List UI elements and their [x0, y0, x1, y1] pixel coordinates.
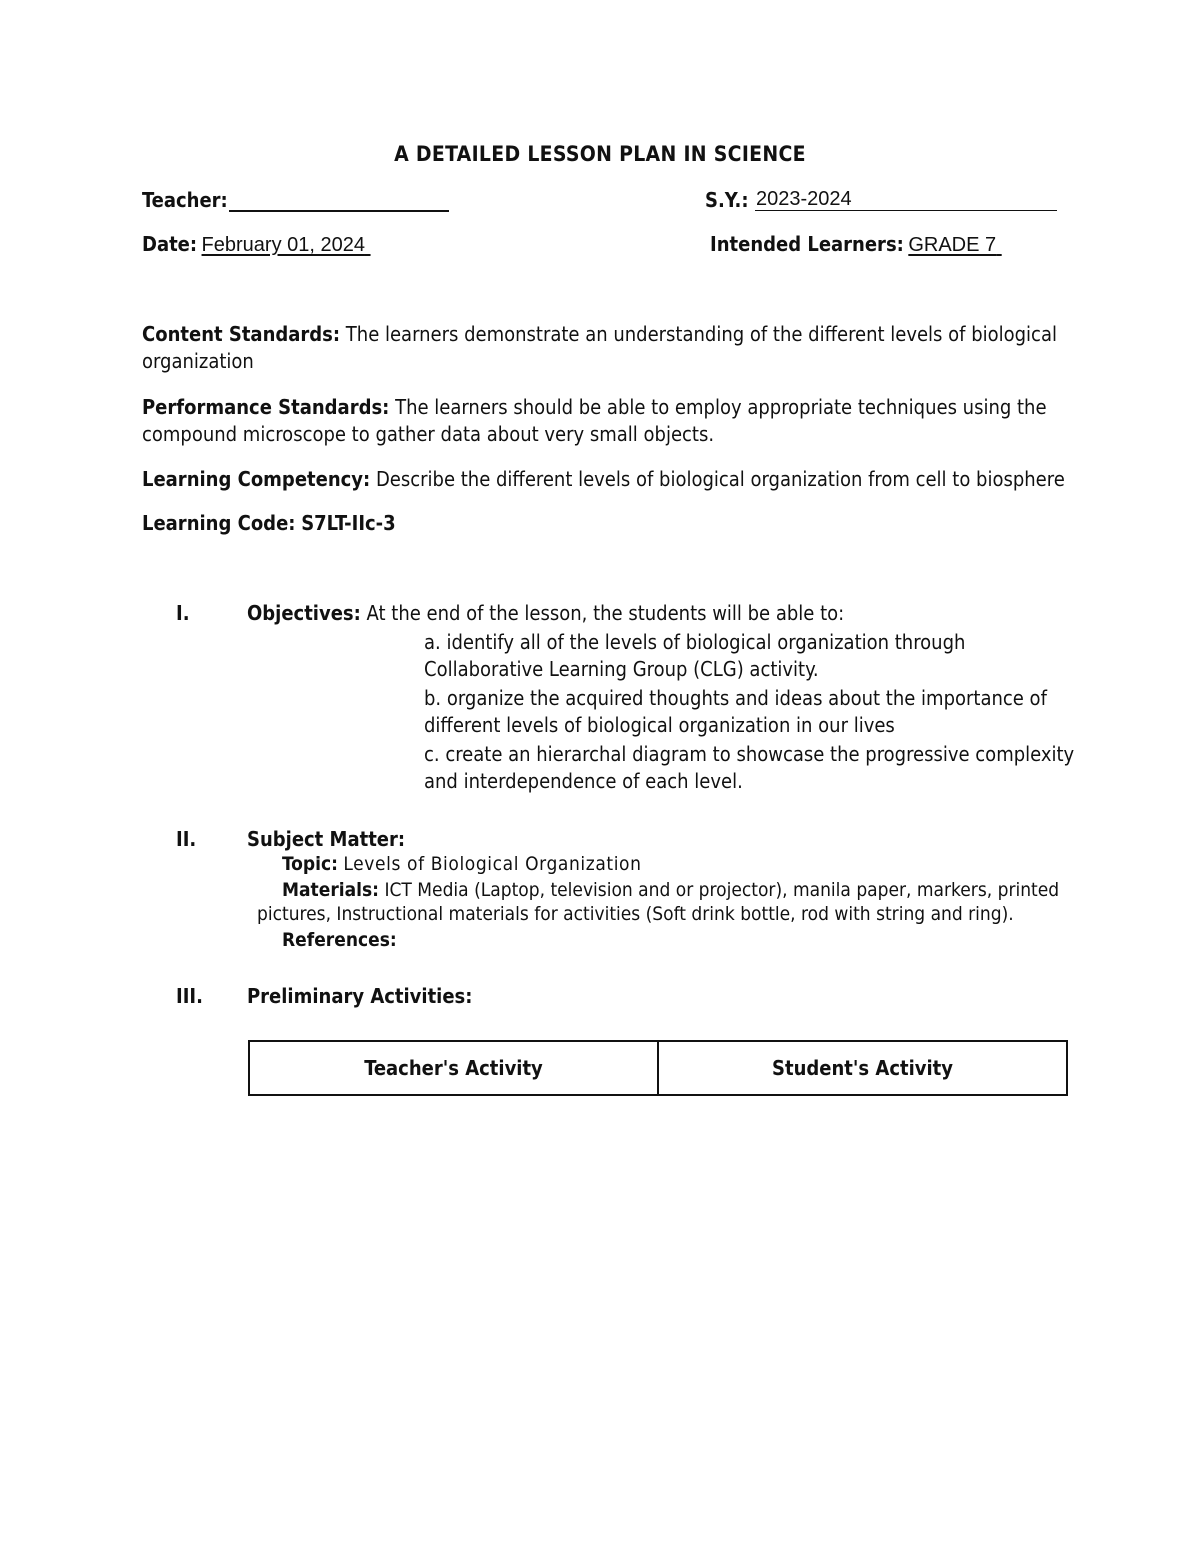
- learners-label: Intended Learners:: [710, 232, 904, 256]
- learners-value: GRADE 7: [908, 234, 997, 256]
- objectives-label: Objectives:: [247, 601, 361, 625]
- preliminary-numeral: III.: [176, 984, 203, 1008]
- subject-matter-numeral: II.: [176, 827, 197, 851]
- activities-table: [248, 1040, 1068, 1096]
- learning-competency-text: Describe the different levels of biological organization from cell to biosphere: [375, 467, 1065, 491]
- materials-text-line2: pictures, Instructional materials for activities (Soft drink bottle, rod with string and ring).: [257, 903, 1014, 925]
- date-row: [142, 232, 371, 257]
- teacher-activity-header: Teacher's Activity: [249, 1041, 658, 1095]
- objectives-numeral: I.: [176, 601, 190, 625]
- preliminary-label: Preliminary Activities:: [247, 984, 473, 1008]
- objective-item-c: c. create an hierarchal diagram to showcase the progressive complexity and interdependence of each level.: [424, 742, 1075, 793]
- teacher-blank-line: [229, 210, 449, 212]
- content-standards-label: Content Standards:: [142, 322, 341, 346]
- date-value: February 01, 2024: [201, 234, 365, 256]
- performance-standards-label: Performance Standards:: [142, 395, 390, 419]
- topic-value: Levels of Biological Organization: [343, 853, 642, 875]
- content-standards: [142, 321, 1082, 375]
- topic-row: [282, 853, 642, 875]
- objectives-heading: [247, 601, 844, 625]
- student-activity-header: Student's Activity: [658, 1041, 1067, 1095]
- learners-row: [710, 232, 1002, 257]
- materials-label: Materials:: [282, 879, 380, 901]
- objectives-intro: At the end of the lesson, the students will be able to:: [366, 601, 845, 625]
- subject-matter-label: Subject Matter:: [247, 827, 406, 851]
- sy-value: 2023-2024: [756, 188, 852, 210]
- learning-code-value: S7LT-IIc-3: [301, 511, 396, 535]
- objective-item-b: b. organize the acquired thoughts and ideas about the importance of different levels of biological organization in our lives: [424, 686, 1047, 737]
- learning-competency-label: Learning Competency:: [142, 467, 371, 491]
- page-title: A DETAILED LESSON PLAN IN SCIENCE: [394, 142, 806, 166]
- teacher-label: Teacher:: [142, 188, 228, 212]
- learning-code-label: Learning Code:: [142, 511, 296, 535]
- performance-standards-text: The learners should be able to employ appropriate techniques using the compound microscope to gather data about very small objects.: [142, 395, 1047, 446]
- sy-label: S.Y.:: [705, 188, 749, 212]
- learning-competency: [142, 466, 1082, 493]
- sy-blank-line: [755, 210, 1057, 211]
- materials-row: [282, 879, 1059, 901]
- date-label: Date:: [142, 232, 198, 256]
- content-standards-text: The learners demonstrate an understanding of the different levels of biological organization: [142, 322, 1057, 373]
- learning-code: [142, 510, 1082, 537]
- table-header-row: [249, 1041, 1067, 1095]
- topic-label: Topic:: [282, 853, 338, 875]
- performance-standards: [142, 394, 1082, 448]
- materials-text-line1: ICT Media (Laptop, television and or projector), manila paper, markers, printed: [384, 879, 1060, 901]
- references-label: References:: [282, 929, 397, 951]
- objective-item-a: a. identify all of the levels of biological organization through Collaborative Learning Group (CLG) activity.: [424, 630, 966, 681]
